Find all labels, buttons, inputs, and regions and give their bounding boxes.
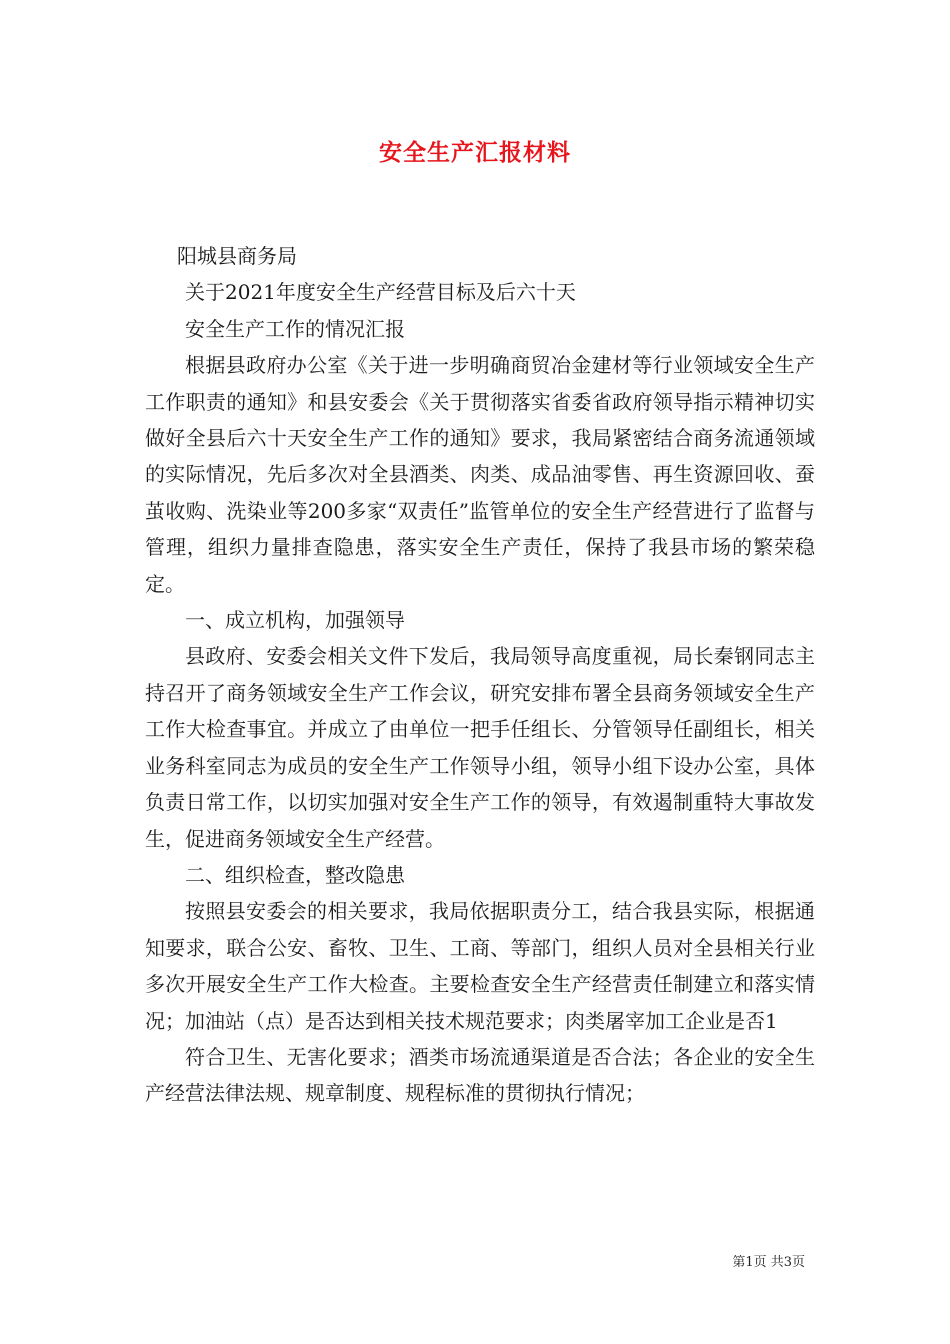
page-number: 第1页 共3页 bbox=[732, 1255, 805, 1270]
section-2-paragraph: 按照县安委会的相关要求，我局依据职责分工，结合我县实际，根据通知要求，联合公安、畜牧、卫生、工商、等部门，组织人员对全县相关行业多次开展安全生产工作大检查。主要检查安全生产经营责任制建立和落实情况；加油站（点）是否达到相关技术规范要求；肉类屠宰加工企业是否1 bbox=[145, 899, 815, 1033]
org-name: 阳城县商务局 bbox=[177, 244, 297, 268]
report-subtitle-line-1: 关于2021年度安全生产经营目标及后六十天 bbox=[185, 280, 576, 305]
section-2-continuation: 符合卫生、无害化要求；酒类市场流通渠道是否合法；各企业的安全生产经营法律法规、规章制度、规程标准的贯彻执行情况； bbox=[145, 1044, 815, 1106]
report-subtitle-line-2: 安全生产工作的情况汇报 bbox=[185, 316, 405, 341]
document-body bbox=[145, 238, 815, 1112]
section-heading-1: 一、成立机构，加强领导 bbox=[185, 608, 405, 633]
document-title: 安全生产汇报材料 bbox=[379, 139, 571, 166]
intro-paragraph: 根据县政府办公室《关于进一步明确商贸冶金建材等行业领域安全生产工作职责的通知》和县安委会《关于贯彻落实省委省政府领导指示精神切实做好全县后六十天安全生产工作的通知》要求，我局紧密结合商务流通领域的实际情况，先后多次对全县酒类、肉类、成品油零售、再生资源回收、蚕茧收购、洗染业等200多家“双责任”监管单位的安全生产经营进行了监督与管理，组织力量排查隐患，落实安全生产责任，保持了我县市场的繁荣稳定。 bbox=[145, 353, 815, 596]
section-1-paragraph: 县政府、安委会相关文件下发后，我局领导高度重视，局长秦钢同志主持召开了商务领域安全生产工作会议，研究安排布署全县商务领域安全生产工作大检查事宜。并成立了由单位一把手任组长、分管领导任副组长，相关业务科室同志为成员的安全生产工作领导小组，领导小组下设办公室，具体负责日常工作，以切实加强对安全生产工作的领导，有效遏制重特大事故发生，促进商务领域安全生产经营。 bbox=[145, 644, 815, 851]
section-heading-2: 二、组织检查，整改隐患 bbox=[185, 862, 405, 887]
